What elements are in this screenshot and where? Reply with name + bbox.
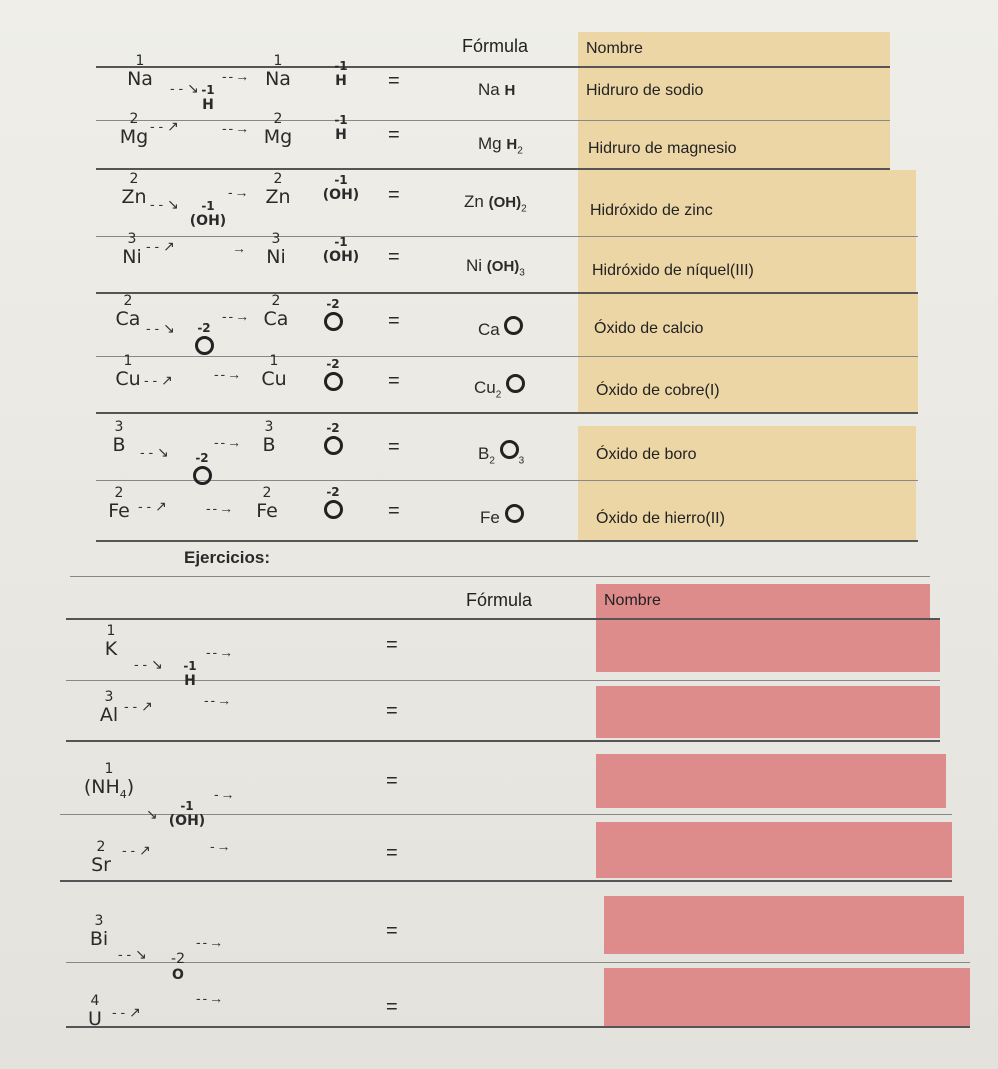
dashed-arrow-icon: - - → [222,68,249,84]
compound-name: Óxido de boro [596,446,697,463]
formula-value: Fe [480,504,524,528]
row-rule [96,292,918,294]
equals-sign: = [386,920,398,942]
row-rule [96,412,918,414]
row-rule [96,480,918,481]
shared-anion: -1 (OH) [168,799,206,829]
name-header: Nombre [586,40,643,57]
dashed-arrow-icon: - - ↗ [112,1004,141,1020]
answer-name-field[interactable] [596,754,946,808]
dashed-arrow-icon: - - → [204,692,231,708]
dashed-arrow-icon: - - ↗ [122,842,151,858]
formula-header: Fórmula [466,590,533,610]
dashed-arrow-icon: - → [210,838,230,854]
anion-element: -1 (OH) [322,173,360,203]
row-rule [66,1026,970,1028]
row-rule [96,236,918,237]
oxygen-circle-icon [500,440,519,459]
equals-sign: = [386,842,398,864]
shared-anion: -2 O [171,951,185,983]
cation-element: 2 Mg [119,111,149,148]
equals-sign: = [386,770,398,792]
compound-name: Hidruro de magnesio [588,140,737,157]
dashed-arrow-icon: - - → [206,644,233,660]
dashed-arrow-icon: ↘ [146,806,158,822]
cation-element: 2 Zn [265,171,291,208]
formula-value: Na H [478,80,516,99]
anion-element: -2 [318,298,348,334]
anion-element: -1 H [334,113,348,143]
dashed-arrow-icon: - - ↗ [150,118,179,134]
formula-value: Mg $H_2$ [478,134,523,157]
dashed-arrow-icon: - → [214,786,234,802]
cation-element: 1 Cu [261,353,287,390]
anion-element: -2 [318,486,348,522]
dashed-arrow-icon: - - ↗ [144,372,173,388]
dashed-arrow-icon: - - → [206,500,233,516]
name-header: Nombre [604,592,661,609]
dashed-arrow-icon: - - ↗ [138,498,167,514]
compound-name: Óxido de cobre(I) [596,382,720,399]
oxygen-circle-icon [504,316,523,335]
equals-sign: = [388,70,400,92]
cation-element: 1 Cu [115,353,141,390]
equals-sign: = [388,436,400,458]
dashed-arrow-icon: - - → [214,366,241,382]
formula-value: Ni $(OH)_3$ [466,256,525,279]
row-rule [60,880,952,882]
oxygen-circle-icon [506,374,525,393]
dashed-arrow-icon: - - ↘ [118,946,147,962]
row-rule [96,540,918,542]
answer-name-field[interactable] [596,822,952,878]
row-rule [66,618,940,620]
oxygen-circle-icon [324,312,343,331]
cation-element: 3 B [112,419,126,456]
oxygen-circle-icon [195,336,214,355]
equals-sign: = [386,700,398,722]
equals-sign: = [388,370,400,392]
oxygen-circle-icon [193,466,212,485]
exercise-cation: 1 K [104,623,118,660]
equals-sign: = [386,996,398,1018]
oxygen-circle-icon [324,436,343,455]
exercises-title: Ejercicios: [184,548,270,567]
shared-anion: -2 [190,452,214,488]
cation-element: 1 Na [265,53,291,90]
dashed-arrow-icon: - - ↘ [140,444,169,460]
compound-name: Hidróxido de zinc [590,202,713,219]
cation-element: 2 Fe [108,485,130,522]
dashed-arrow-icon: - → [228,184,248,200]
oxygen-circle-icon [324,500,343,519]
oxygen-circle-icon [505,504,524,523]
cation-element: 2 Ca [115,293,141,330]
formula-header: Fórmula [462,36,529,56]
exercise-cation: 3 Al [99,689,119,726]
row-rule [66,740,940,742]
cation-element: 2 Zn [121,171,147,208]
shared-anion: -1 (OH) [189,199,227,229]
formula-value: Ca [478,316,523,340]
cation-element: 3 Ni [122,231,142,268]
exercise-cation: 4 U [88,993,102,1030]
anion-element: -2 [318,358,348,394]
formula-value: Zn $(OH)_2$ [464,192,527,215]
cation-element: 2 Fe [256,485,278,522]
cation-element: 1 Na [127,53,153,90]
cation-element: 3 Ni [266,231,286,268]
anion-element: -2 [318,422,348,458]
answer-name-field[interactable] [604,896,964,954]
dashed-arrow-icon: - - ↗ [124,698,153,714]
compound-name: Hidróxido de níquel(III) [592,262,754,279]
row-rule [96,356,918,357]
shared-anion: -1 H [183,659,197,689]
dashed-arrow-icon: - - ↗ [146,238,175,254]
dashed-arrow-icon: - - → [222,308,249,324]
answer-name-field[interactable] [596,620,940,672]
dashed-arrow-icon: - - → [196,990,223,1006]
row-rule [96,168,890,170]
shared-anion: -1 H [201,83,215,113]
dashed-arrow-icon: - - → [214,434,241,450]
row-rule [66,962,970,963]
compound-name: Óxido de hierro(II) [596,510,725,527]
equals-sign: = [386,634,398,656]
cation-element: 3 B [262,419,276,456]
row-rule [70,576,930,577]
dashed-arrow-icon: - - ↘ [134,656,163,672]
anion-element: -1 H [334,59,348,89]
cation-element: 2 Mg [263,111,293,148]
compound-name: Hidruro de sodio [586,82,704,99]
exercise-cation: 2 Sr [91,839,111,876]
cation-element: 2 Ca [263,293,289,330]
dashed-arrow-icon: - - ↘ [170,80,199,96]
equals-sign: = [388,500,400,522]
formula-value: $Cu_2$ [474,374,525,400]
dashed-arrow-icon: → [232,240,245,256]
row-rule [96,66,890,68]
exercise-cation: 1 $(NH_4)$ [83,761,135,801]
equals-sign: = [388,124,400,146]
compound-name: Óxido de calcio [594,320,704,337]
dashed-arrow-icon: - - ↘ [150,196,179,212]
formula-value: $B_2$ $_3$ [478,440,524,466]
dashed-arrow-icon: - - → [222,120,249,136]
row-rule [96,120,890,121]
equals-sign: = [388,310,400,332]
shared-anion: -2 [192,322,216,358]
answer-name-field[interactable] [604,968,970,1026]
oxygen-circle-icon [324,372,343,391]
equals-sign: = [388,246,400,268]
exercise-cation: 3 Bi [89,913,109,950]
equals-sign: = [388,184,400,206]
anion-element: -1 (OH) [322,235,360,265]
dashed-arrow-icon: - - ↘ [146,320,175,336]
answer-name-field[interactable] [596,686,940,738]
dashed-arrow-icon: - - → [196,934,223,950]
